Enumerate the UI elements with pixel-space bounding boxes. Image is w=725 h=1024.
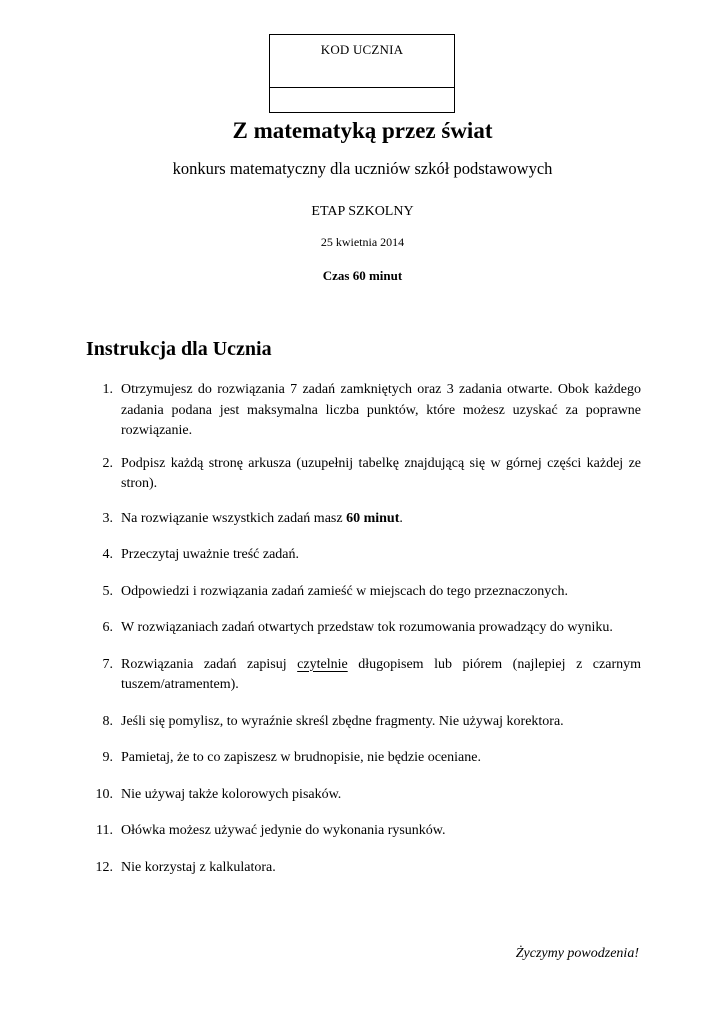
instruction-text-part: długopisem lub piórem (najlepiej z czarnym tuszem/atramentem). — [121, 656, 641, 692]
instruction-text: W rozwiązaniach zadań otwartych przedstaw tok rozumowania prowadzący do wyniku. — [121, 620, 613, 635]
student-code-divider — [270, 87, 454, 88]
instruction-text: Jeśli się pomylisz, to wyraźnie skreśl zbędne fragmenty. Nie używaj korektora. — [121, 713, 564, 729]
instruction-number: 8. — [102, 713, 113, 729]
competition-stage: ETAP SZKOLNY — [311, 204, 414, 219]
instruction-item — [86, 380, 641, 442]
instruction-text-part: . — [399, 510, 403, 526]
instruction-number: 4. — [102, 547, 113, 562]
instruction-number: 1. — [102, 382, 113, 397]
instruction-item — [86, 712, 641, 733]
instruction-number: 5. — [102, 583, 113, 599]
exam-date: 25 kwietnia 2014 — [320, 235, 405, 249]
instruction-number: 11. — [96, 823, 113, 838]
instruction-item — [86, 858, 641, 879]
instruction-bold-duration: 60 minut — [346, 510, 400, 526]
instruction-number: 2. — [102, 455, 113, 471]
instruction-text: Otrzymujesz do rozwiązania 7 zadań zamkniętych oraz 3 zadania otwarte. Obok każdego zadania podana jest maksymalna liczba punktów, które możesz uzyskać za poprawne rozwiązanie. — [121, 382, 641, 438]
page-subtitle: konkurs matematyczny dla uczniów szkół podstawowych — [172, 159, 553, 178]
instruction-item — [86, 785, 641, 806]
page-title: Z matematyką przez świat — [232, 118, 493, 143]
instruction-number: 6. — [102, 620, 113, 635]
instruction-number: 9. — [102, 750, 113, 765]
instruction-item — [86, 821, 641, 842]
instruction-item — [86, 748, 641, 769]
instruction-number: 10. — [95, 786, 113, 802]
closing-wish: Życzymy powodzenia! — [515, 946, 639, 961]
instruction-text: Nie używaj także kolorowych pisaków. — [121, 786, 342, 802]
instruction-number: 12. — [95, 859, 113, 875]
instruction-text: Podpisz każdą stronę arkusza (uzupełnij tabelkę znajdującą się w górnej części każdej ze stron). — [121, 455, 641, 491]
instruction-item — [86, 545, 641, 566]
instruction-item — [86, 454, 641, 495]
instruction-item — [86, 655, 641, 696]
instruction-text: Ołówka możesz używać jedynie do wykonania rysunków. — [121, 823, 446, 838]
instruction-number: 7. — [102, 656, 113, 672]
instruction-text-part: Rozwiązania zadań zapisuj — [121, 656, 298, 672]
instruction-item — [86, 618, 641, 639]
instruction-item — [86, 509, 641, 530]
instruction-item — [86, 582, 641, 603]
instructions-list — [86, 380, 641, 878]
instruction-text: Przeczytaj uważnie treść zadań. — [121, 547, 300, 562]
instruction-text: Odpowiedzi i rozwiązania zadań zamieść w miejscach do tego przeznaczonych. — [121, 583, 569, 599]
student-code-label: KOD UCZNIA — [320, 42, 404, 57]
instruction-text-part: Na rozwiązanie wszystkich zadań masz — [121, 510, 347, 526]
student-code-box — [269, 34, 455, 113]
instruction-text: Nie korzystaj z kalkulatora. — [121, 859, 276, 875]
instructions-heading: Instrukcja dla Ucznia — [86, 338, 272, 360]
exam-duration: Czas 60 minut — [322, 268, 403, 283]
instruction-underlined-word: czytelnie — [297, 656, 348, 672]
instruction-number: 3. — [102, 510, 113, 526]
instruction-text: Pamietaj, że to co zapiszesz w brudnopisie, nie będzie oceniane. — [121, 750, 481, 765]
